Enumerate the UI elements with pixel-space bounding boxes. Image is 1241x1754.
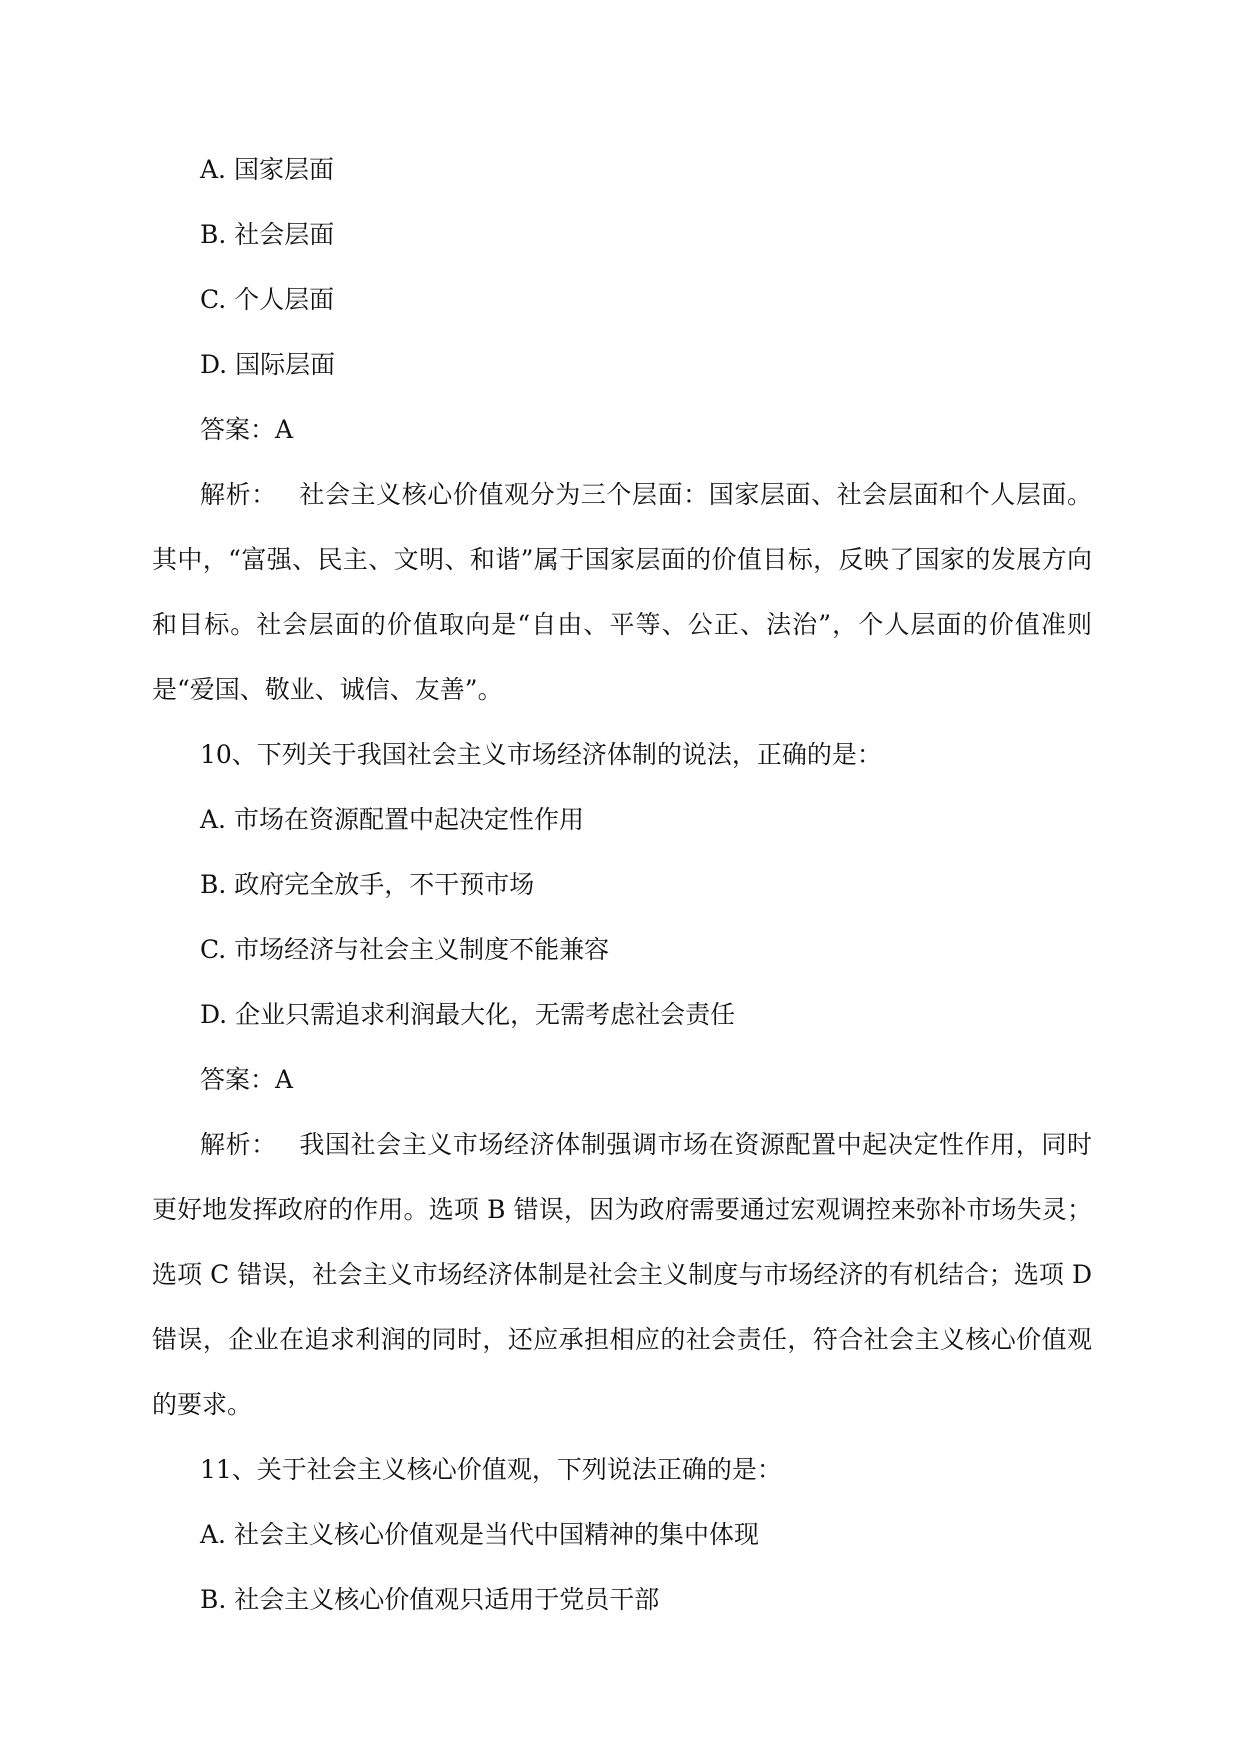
q11-option-b xyxy=(152,1567,1092,1632)
page-content xyxy=(152,137,1092,1632)
q10-analysis xyxy=(152,1112,1092,1437)
option-text: 社会主义核心价值观只适用于党员干部 xyxy=(234,1585,660,1614)
q10-option-c xyxy=(152,917,1092,982)
option-letter: D. xyxy=(200,350,228,379)
q9-option-b xyxy=(152,202,1092,267)
option-letter: C. xyxy=(200,285,227,314)
option-text: 社会主义核心价值观是当代中国精神的集中体现 xyxy=(233,1520,759,1549)
q11-question: 11、关于社会主义核心价值观，下列说法正确的是： xyxy=(200,1455,782,1484)
option-text: 国家层面 xyxy=(233,155,334,184)
analysis-label: 解析： xyxy=(200,480,277,509)
option-letter: A. xyxy=(200,155,227,184)
q9-analysis xyxy=(152,462,1092,722)
q10-option-d xyxy=(152,982,1092,1047)
option-text: 国际层面 xyxy=(235,350,336,379)
q9-option-d xyxy=(152,332,1092,397)
q11-option-a xyxy=(152,1502,1092,1567)
option-text: 市场在资源配置中起决定性作用 xyxy=(233,805,584,834)
q9-option-a xyxy=(152,137,1092,202)
q10-answer: 答案：A xyxy=(200,1065,294,1094)
q9-option-c xyxy=(152,267,1092,332)
q10-question: 10、下列关于我国社会主义市场经济体制的说法，正确的是： xyxy=(200,740,882,769)
option-text: 企业只需追求利润最大化，无需考虑社会责任 xyxy=(235,1000,736,1029)
option-letter: B. xyxy=(200,1585,227,1614)
option-text: 市场经济与社会主义制度不能兼容 xyxy=(234,935,610,964)
analysis-text: 社会主义核心价值观分为三个层面：国家层面、社会层面和个人层面。其中，“富强、民主、文明、和谐”属于国家层面的价值目标，反映了国家的发展方向和目标。社会层面的价值取向是“自由、平等、公正、法治”，个人层面的价值准则是“爱国、敬业、诚信、友善”。 xyxy=(152,480,1092,704)
q9-answer: 答案：A xyxy=(200,415,294,444)
option-letter: B. xyxy=(200,220,227,249)
q10-option-b xyxy=(152,852,1092,917)
option-letter: A. xyxy=(200,1520,227,1549)
option-text: 社会层面 xyxy=(234,220,335,249)
option-text: 政府完全放手，不干预市场 xyxy=(234,870,535,899)
option-letter: B. xyxy=(200,870,227,899)
analysis-text: 我国社会主义市场经济体制强调市场在资源配置中起决定性作用，同时更好地发挥政府的作用。选项 B 错误，因为政府需要通过宏观调控来弥补市场失灵；选项 C 错误，社会主义市场经济体制是社会主义制度与市场经济的有机结合；选项 D 错误，企业在追求利润的同时，还应承担相应的社会责任，符合社会主义核心价值观的要求。 xyxy=(152,1130,1092,1419)
option-letter: C. xyxy=(200,935,227,964)
option-letter: D. xyxy=(200,1000,228,1029)
analysis-label: 解析： xyxy=(200,1130,277,1159)
q10-option-a xyxy=(152,787,1092,852)
option-letter: A. xyxy=(200,805,227,834)
option-text: 个人层面 xyxy=(234,285,335,314)
